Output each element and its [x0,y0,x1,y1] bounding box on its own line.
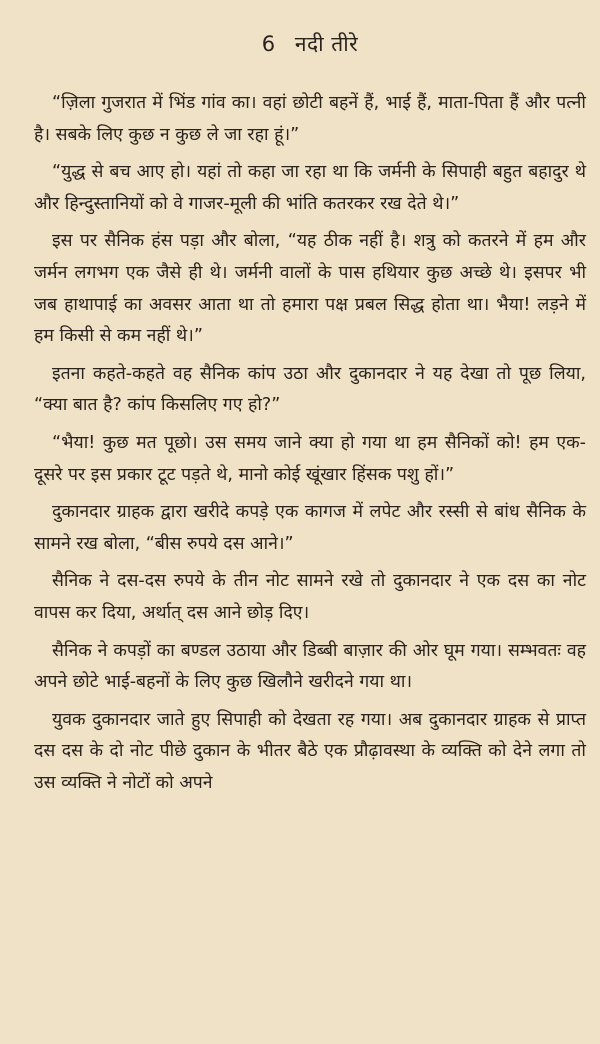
paragraph: “ज़िला गुजरात में भिंड गांव का। वहां छोटी बहनें हैं, भाई हैं, माता-पिता हैं और पत्नी है। सबके लिए कुछ न कुछ ले जा रहा हूं।” [34,93,586,145]
paragraph: “भैया! कुछ मत पूछो। उस समय जाने क्या हो गया था हम सैनिकों को! हम एक-दूसरे पर इस प्रकार टूट पड़ते थे, मानो कोई खूंखार हिंसक पशु हों।” [34,432,586,485]
paragraph: सैनिक ने कपड़ों का बण्डल उठाया और डिब्बी बाज़ार की ओर घूम गया। सम्भवतः वह अपने छोटे भाई-बहनों के लिए कुछ खिलौने खरीदने गया था। [34,640,586,693]
paragraph: युवक दुकानदार जाते हुए सिपाही को देखता रह गया। अब दुकानदार ग्राहक से प्राप्त दस दस के दो नोट पीछे दुकान के भीतर बैठे एक प्रौढ़ावस्था के व्यक्ति को देने लगा तो उस व्यक्ति ने नोटों को अपने [34,709,586,793]
paragraph: सैनिक ने दस-दस रुपये के तीन नोट सामने रखे तो दुकानदार ने एक दस का नोट वापस कर दिया, अर्थात् दस आने छोड़ दिए। [34,571,586,623]
page-number: 6 [261,32,276,56]
chapter-title: नदी तीरे [294,32,359,56]
paragraph: दुकानदार ग्राहक द्वारा खरीदे कपड़े एक कागज में लपेट और रस्सी से बांध सैनिक के सामने रख बोला, “बीस रुपये दस आने।” [34,502,586,554]
paragraph: “युद्ध से बच आए हो। यहां तो कहा जा रहा था कि जर्मनी के सिपाही बहुत बहादुर थे और हिन्दुस्तानियों को वे गाजर-मूली की भांति कतरकर रख देते थे।” [34,162,586,214]
paragraph: इस पर सैनिक हंस पड़ा और बोला, “यह ठीक नहीं है। शत्रु को कतरने में हम और जर्मन लगभग एक जैसे ही थे। जर्मनी वालों के पास हथियार कुछ अच्छे थे। इसपर भी जब हाथापाई का अवसर आता था तो हमारा पक्ष प्रबल सिद्ध होता था। भैया! लड़ने में हम किसी से कम नहीं थे।” [34,231,586,347]
body-text [34,88,586,799]
paragraph: इतना कहते-कहते वह सैनिक कांप उठा और दुकानदार ने यह देखा तो पूछ लिया, “क्या बात है? कांप किसलिए गए हो?” [34,363,586,416]
page-header [34,30,586,58]
